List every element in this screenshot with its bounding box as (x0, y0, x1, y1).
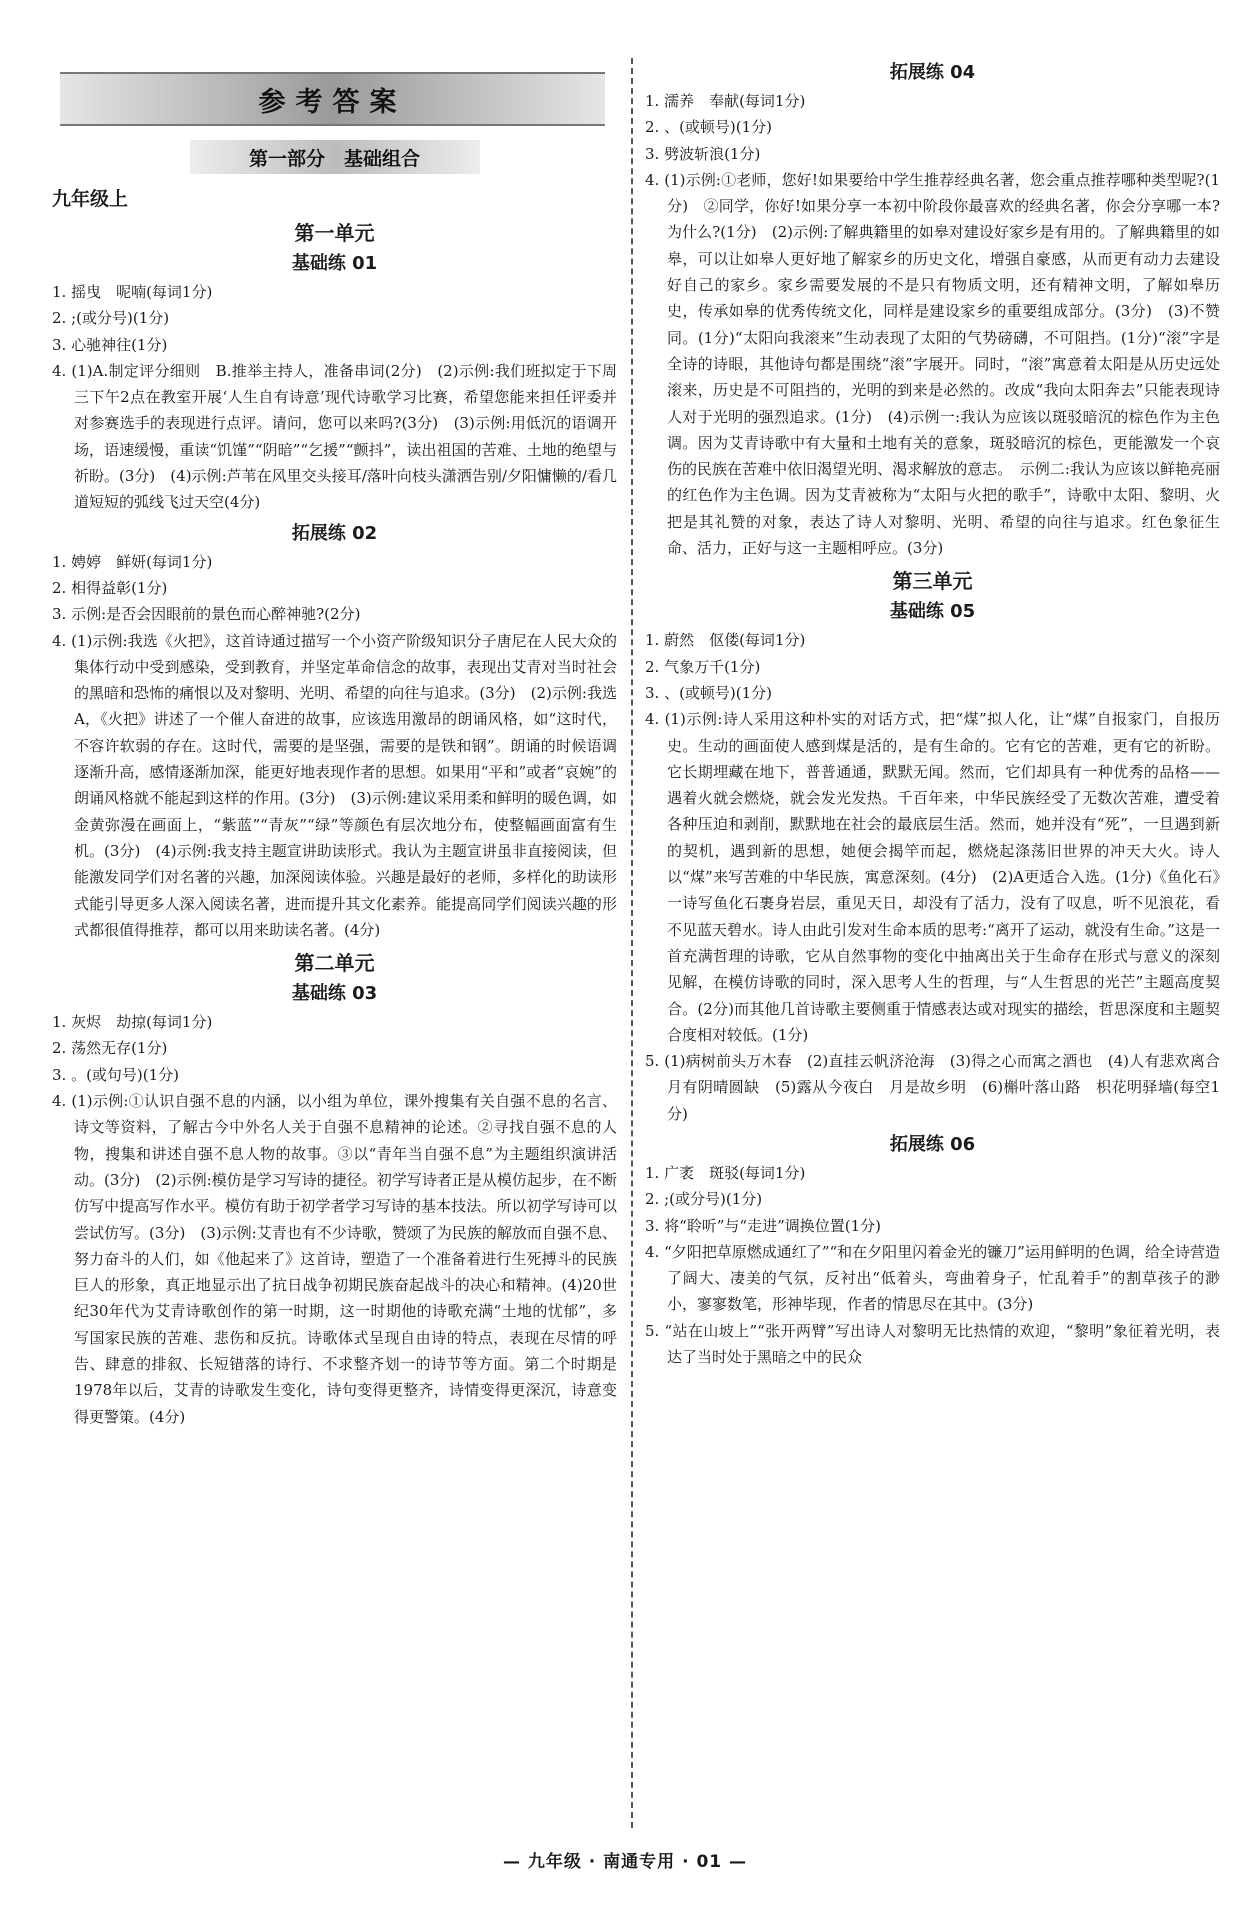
answer-item: 4. “夕阳把草原燃成通红了”“和在夕阳里闪着金光的镰刀”运用鲜明的色调，给全诗营造了阔大、凄美的气氛，反衬出“低着头，弯曲着身子，忙乱着手”的割草孩子的渺小，寥寥数笔，形神毕现，作者的情思尽在其中。(3分) (645, 1242, 1220, 1314)
answer-item: 5. (1)病树前头万木春 (2)直挂云帆济沧海 (3)得之心而寓之酒也 (4)人有悲欢离合 月有阴晴圆缺 (5)露从今夜白 月是故乡明 (6)槲叶落山路 枳花明驿墙(每空1分) (645, 1052, 1236, 1123)
exercise-01-title: 基础练 01 (291, 253, 378, 274)
answer-item: 1. 娉婷 鲜妍(每词1分) (52, 552, 213, 571)
answer-item: 4. (1)示例:我选《火把》，这首诗通过描写一个小资产阶级知识分子唐尼在人民大众的集体行动中受到感染，受到教育，并坚定革命信念的故事，表现出艾青对当时社会的黑暗和恐怖的痛恨以及对黎明、光明、希望的向往与追求。(3分) (2)示例:我选A，《火把》讲述了一个催人奋进的故事，应该选用激昂的朗诵风格，如“这时代，不容许软弱的存在。这时代，需要的是坚强，需要的是铁和钢”。朗诵的时候语调逐渐升高，感情逐渐加深，能更好地表现作者的思想。如果用“平和”或者“哀婉”的朗诵风格就不能起到这样的作用。(3分) (3)示例:建议采用柔和鲜明的暖色调，如金黄弥漫在画面上，“紫蓝”“青灰”“绿”等颜色有层次地分布，使整幅画面富有生机。(3分) (4)示例:我支持主题宣讲助读形式。我认为主题宣讲虽非直接阅读，但能激发同学们对名著的兴趣，加深阅读体验。兴趣是最好的老师，多样化的助读形式能引导更多人深入阅读名著，进而提升其文化素养。能提高同学们阅读兴趣的形式都很值得推荐，都可以用来助读名著。(4分) (52, 631, 617, 939)
answer-item: 2. 气象万千(1分) (645, 657, 761, 676)
exercise-02-title: 拓展练 02 (291, 522, 378, 544)
answer-item: 4. (1)示例:诗人采用这种朴实的对话方式，把“煤”拟人化，让“煤”自报家门，自报历史。生动的画面使人感到煤是活的，是有生命的。它有它的苦难，更有它的祈盼。它长期埋藏在地下，普普通通，默默无闻。然而，它们却具有一种优秀的品格——遇着火就会燃烧，就会发光发热。千百年来，中华民族经受了无数次苦难，遭受着各种压迫和剥削，默默地在社会的最底层生活。然而，她并没有“死”，一旦遇到新的契机，遇到新的思想，她便会揭竿而起，燃烧起涤荡旧世界的冲天大火。诗人以“煤”来写苦难的中华民族，寓意深刻。(4分) (2)A更适合入选。(1分)《鱼化石》一诗写鱼化石裹身岩层，重见天日，却没有了活力，没有了叹息，听不见浪花，看不见蓝天碧水。诗人由此引发对生命本质的思考:“离开了运动，就没有生命。”这是一首充满哲理的诗歌，它从自然事物的变化中抽离出关于生命存在形式与意义的深刻见解，在模仿诗歌的同时，深入思考人生的哲理，与“人生哲思的光芒”主题高度契合。(2分)而其他几首诗歌主要侧重于情感表达或对现实的描绘，哲思深度和主题契合度相对较低。(1分) (645, 710, 1220, 1044)
exercise-06-title: 拓展练 06 (889, 1133, 976, 1155)
part-heading: 第一部分 基础组合 (190, 140, 480, 174)
answer-item: 1. 蔚然 伛偻(每词1分) (645, 631, 806, 650)
unit-heading-2: 第二单元 (294, 951, 375, 976)
exercise-04-title: 拓展练 04 (889, 62, 976, 83)
exercise-05-title: 基础练 05 (889, 601, 976, 623)
answer-item: 3. 示例:是否会因眼前的景色而心醉神驰?(2分) (52, 605, 361, 624)
exercise-03-title: 基础练 03 (291, 983, 378, 1005)
answer-item: 4. (1)示例:①老师，您好!如果要给中学生推荐经典名著，您会重点推荐哪种类型呢?(1分) ②同学，你好!如果分享一本初中阶段你最喜欢的经典名著，你会分享哪一本?为什么?(1分) (2)示例:了解典籍里的如皋对建设好家乡是有用的。了解典籍里的如皋，可以让如皋人更好地了解家乡的历史文化，增强自豪感，从而更有动力去建设好自己的家乡。家乡需要发展的不是只有物质文明，还有精神文明，了解如皋历史，传承如皋的优秀传统文化，同样是建设家乡的重要组成部分。(3分) (3)不赞同。(1分)“太阳向我滚来”生动表现了太阳的气势磅礴，不可阻挡。(1分)“滚”字是全诗的诗眼，其他诗句都是围绕“滚”字展开。同时，“滚”寓意着太阳是从历史远处滚来，历史是不可阻挡的，光明的到来是必然的。改成“我向太阳奔去”只能表现诗人对于光明的强烈追求。(1分) (4)示例一:我认为应该以斑驳暗沉的棕色作为主色调。因为艾青诗歌中有大量和土地有关的意象，斑驳暗沉的棕色，更能激发一个哀伤的民族在苦难中依旧渴望光明、渴求解放的意志。 示例二:我认为应该以鲜艳亮丽的红色作为主色调。因为艾青被称为“太阳与火把的歌手”，诗歌中太阳、黎明、火把是其礼赞的对象，表达了诗人对黎明、光明、希望的向往与追求。红色象征生命、活力，正好与这一主题相呼应。(3分) (645, 170, 1220, 558)
answer-item: 2. ;(或分号)(1分) (645, 1190, 763, 1209)
answer-item: 1. 灰烬 劫掠(每词1分) (52, 1013, 213, 1032)
answer-item: 3. 。(或句号)(1分) (52, 1065, 180, 1084)
answer-key-banner: 参考答案 (60, 72, 605, 126)
column-divider (631, 58, 633, 1828)
answer-item: 5. “站在山坡上”“张开两臂”写出诗人对黎明无比热情的欢迎，“黎明”象征着光明，表达了当时处于黑暗之中的民众 (645, 1321, 1220, 1367)
left-column (52, 58, 617, 1430)
answer-item: 1. 摇曳 呢喃(每词1分) (52, 283, 213, 301)
answer-item: 1. 广袤 斑驳(每词1分) (645, 1163, 806, 1182)
answer-item: 1. 濡养 奉献(每词1分) (645, 92, 806, 110)
answer-item: 2. 荡然无存(1分) (52, 1039, 168, 1058)
answer-item: 3. 劈波斩浪(1分) (645, 144, 761, 163)
unit-heading-1: 第一单元 (294, 221, 375, 245)
answer-item: 4. (1)示例:①认识自强不息的内涵，以小组为单位，课外搜集有关自强不息的名言、诗文等资料，了解古今中外名人关于自强不息精神的论述。②寻找自强不息的人物，搜集和讲述自强不息人物的故事。③以“青年当自强不息”为主题组织演讲活动。(3分) (2)示例:模仿是学习写诗的捷径。初学写诗者正是从模仿起步，在不断仿写中提高写作水平。模仿有助于初学者学习写诗的基本技法。所以初学写诗可以尝试仿写。(3分) (3)示例:艾青也有不少诗歌，赞颂了为民族的解放而自强不息、努力奋斗的人们，如《他起来了》这首诗，塑造了一个准备着进行生死搏斗的民族巨人的形象，真正地显示出了抗日战争初期民族奋起战斗的决心和精神。(4)20世纪30年代为艾青诗歌创作的第一时期，这一时期他的诗歌充满“土地的忧郁”，多写国家民族的苦难、悲伤和反抗。诗歌体式呈现自由诗的特点，表现在尽情的呼告、肆意的排叙、长短错落的诗行、不求整齐划一的诗节等方面。第二个时期是1978年以后，艾青的诗歌发生变化，诗句变得更整齐，诗情变得更深沉，诗意变得更警策。(4分) (52, 1092, 617, 1426)
answer-item: 2. 相得益彰(1分) (52, 578, 168, 597)
grade-heading: 九年级上 (52, 188, 129, 210)
answer-item: 2. ;(或分号)(1分) (52, 309, 170, 328)
unit-heading-3: 第三单元 (892, 569, 973, 594)
answer-item: 3. 心驰神往(1分) (52, 335, 168, 354)
right-column (645, 58, 1236, 1370)
answer-item: 2. 、(或顿号)(1分) (645, 118, 773, 137)
page-footer: — 九年级 · 南通专用 · 01 — (502, 1852, 748, 1872)
answer-item: 4. (1)A.制定评分细则 B.推举主持人，准备串词(2分) (2)示例:我们班拟定于下周三下午2点在教室开展‘人生自有诗意’现代诗歌学习比赛，希望您能来担任评委并对参赛选手的表现进行点评。请问，您可以来吗?(3分) (3)示例:用低沉的语调开场，语速缓慢，重读“饥馑”“阴暗”“乞援”“颤抖”，读出祖国的苦难、土地的绝望与祈盼。(3分) (4)示例:芦苇在风里交头接耳/落叶向枝头潇洒告别/夕阳慵懒的/看几道短短的弧线飞过天空(4分) (52, 361, 617, 512)
answer-item: 3. 将“聆听”与“走进”调换位置(1分) (645, 1216, 882, 1235)
answer-item: 3. 、(或顿号)(1分) (645, 683, 773, 702)
